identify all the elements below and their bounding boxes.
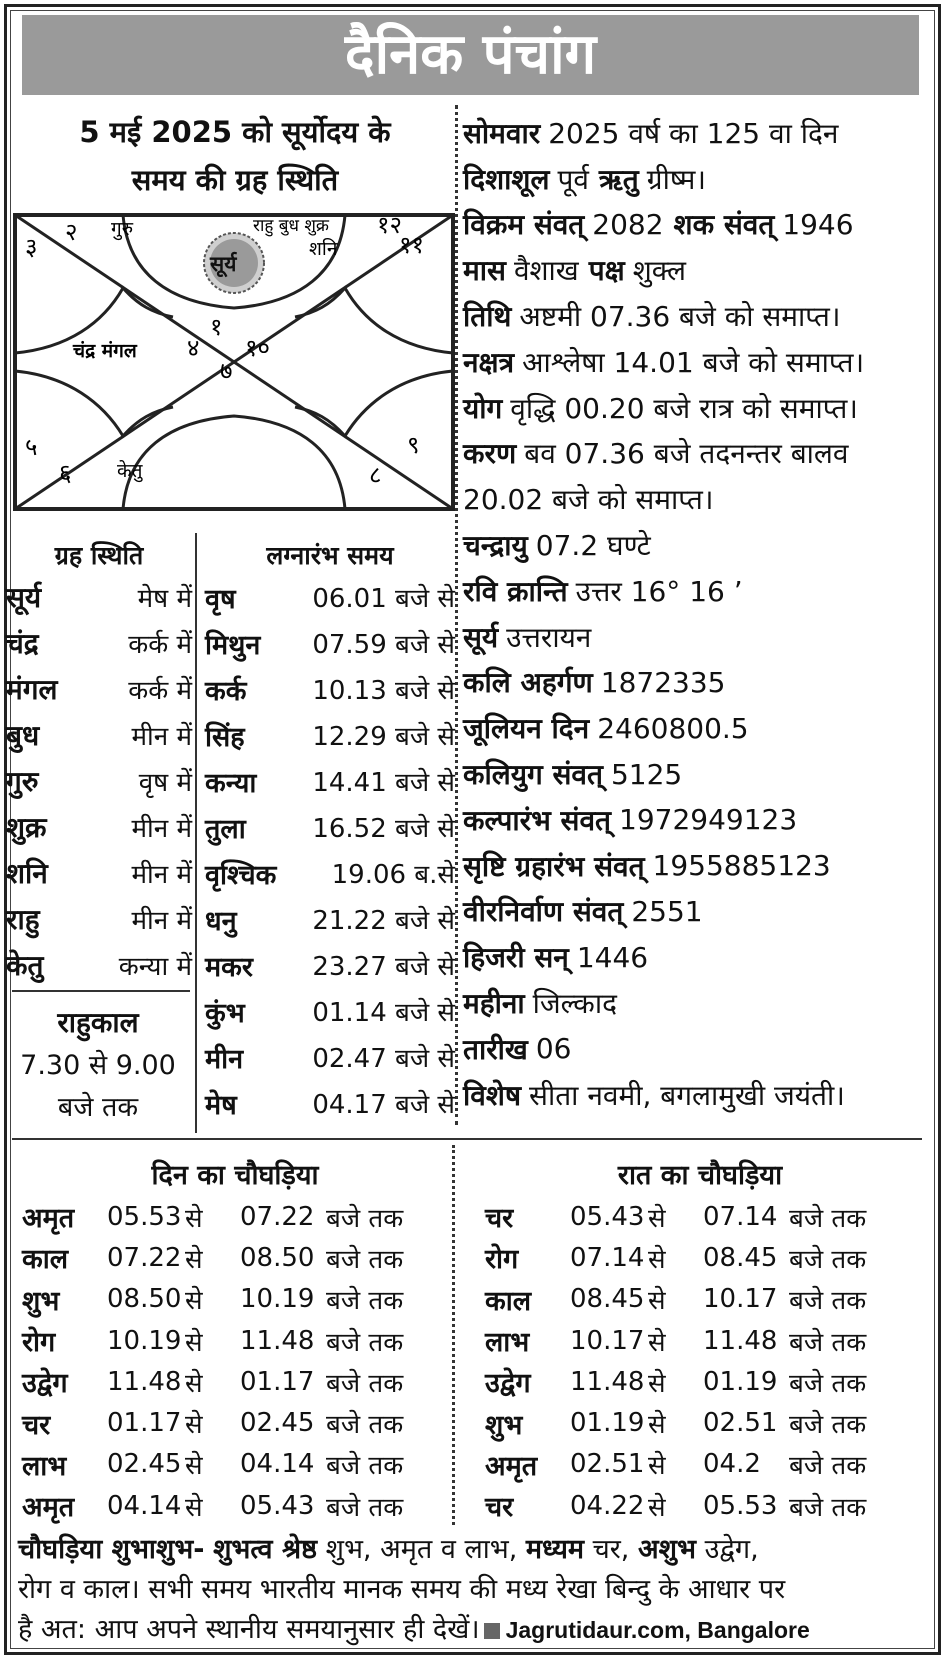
detail-value: 2460800.5 [597, 711, 749, 745]
lagna-time: 21.22 बजे से [312, 906, 455, 936]
choghadiya-to: 10.19 [240, 1284, 315, 1315]
lagna-row [205, 758, 455, 804]
graha-row [6, 896, 192, 942]
choghadiya-tail: बजे तक [326, 1492, 404, 1523]
detail-key: सूर्य [463, 620, 499, 654]
choghadiya-name: अमृत [22, 1203, 75, 1235]
lagna-name: कुंभ [205, 997, 245, 1029]
detail-key: योग [463, 391, 503, 425]
lagna-row [205, 1080, 455, 1126]
graha-name: शनि [6, 857, 48, 890]
detail-key: तिथि [463, 300, 512, 334]
choghadiya-se: से [648, 1244, 666, 1275]
graha-row [6, 942, 192, 988]
detail-row [463, 339, 945, 385]
choghadiya-tail: बजे तक [326, 1244, 404, 1275]
choghadiya-to: 11.48 [240, 1325, 315, 1356]
lagna-time: 14.41 बजे से [312, 768, 455, 798]
lagna-name: कर्क [205, 675, 247, 707]
lagna-row [205, 712, 455, 758]
choghadiya-to: 02.51 [703, 1408, 778, 1439]
detail-row [463, 431, 945, 477]
lagna-name: वृश्चिक [205, 859, 277, 891]
lagna-time: 04.17 बजे से [312, 1090, 455, 1120]
choghadiya-name: चर [22, 1409, 51, 1441]
detail-row [463, 385, 945, 431]
detail-key: कलियुग संवत् [463, 758, 603, 792]
detail-value: 20.02 बजे को समाप्त। [463, 483, 714, 517]
footer-text-1: शुभ, अमृत व लाभ, [325, 1534, 518, 1565]
choghadiya-se: से [185, 1410, 203, 1441]
kundli-chart [13, 213, 455, 511]
lagna-name: सिंह [205, 721, 245, 753]
house-number: ७ [220, 357, 233, 385]
detail-value: 1972949123 [619, 803, 798, 837]
chart-heading-line2: समय की ग्रह स्थिति [131, 163, 339, 197]
detail-key: चन्द्रायु [463, 529, 528, 563]
chart-curve-right-top [295, 288, 453, 353]
detail-row [463, 476, 945, 522]
graha-name: केतु [6, 949, 44, 982]
choghadiya-se: से [185, 1492, 203, 1523]
choghadiya-to: 11.48 [703, 1325, 778, 1356]
house-number: ११ [399, 231, 424, 259]
choghadiya-se: से [185, 1368, 203, 1399]
choghadiya-se: से [185, 1244, 203, 1275]
detail-key: जूलियन दिन [463, 712, 590, 746]
detail-value: आश्लेषा 14.01 बजे को समाप्त। [522, 345, 865, 379]
detail-row [463, 568, 945, 614]
choghadiya-to: 05.53 [703, 1490, 778, 1521]
detail-key-2: शक संवत् [673, 208, 775, 242]
rahukaal-time: 7.30 से 9.00 [20, 1050, 176, 1081]
choghadiya-to: 01.19 [703, 1366, 778, 1397]
choghadiya-name: उद्वेग [22, 1368, 68, 1400]
choghadiya-se: से [648, 1286, 666, 1317]
choghadiya-se: से [648, 1492, 666, 1523]
lagna-row [205, 574, 455, 620]
choghadiya-tail: बजे तक [789, 1492, 867, 1523]
detail-value: जिल्काद [532, 987, 617, 1021]
detail-row [463, 980, 945, 1026]
detail-key: सृष्टि ग्रहारंभ संवत् [463, 849, 645, 883]
choghadiya-name: रोग [22, 1327, 56, 1359]
lagna-row [205, 804, 455, 850]
lagnarambh-table [205, 538, 455, 1126]
graha-name: गुरु [6, 765, 39, 798]
lagna-name: मीन [205, 1043, 244, 1075]
choghadiya-to: 04.14 [240, 1449, 315, 1480]
night-choghadiya-row [485, 1279, 925, 1320]
lagna-time: 10.13 बजे से [312, 676, 455, 706]
detail-value-2: शुक्ल [632, 254, 686, 288]
choghadiya-from: 05.43 [570, 1201, 645, 1232]
choghadiya-from: 02.45 [107, 1449, 182, 1480]
chart-heading-line1: 5 मई 2025 को सूर्योदय के [79, 115, 391, 149]
choghadiya-from: 10.19 [107, 1325, 182, 1356]
rahukaal-box [8, 1003, 188, 1129]
choghadiya-se: से [648, 1368, 666, 1399]
lagna-time: 07.59 बजे से [312, 630, 455, 660]
rahukaal-suffix: बजे तक [57, 1092, 139, 1123]
graha-row [6, 850, 192, 896]
lagna-row [205, 988, 455, 1034]
detail-key: सोमवार [463, 116, 541, 150]
graha-row [6, 574, 192, 620]
house-number: ९ [407, 431, 420, 459]
detail-key-2: ऋतु [598, 162, 639, 196]
night-choghadiya-row [485, 1196, 925, 1237]
house-number: ४ [187, 334, 200, 362]
choghadiya-se: से [185, 1286, 203, 1317]
night-choghadiya-table [485, 1196, 925, 1526]
day-choghadiya-table [22, 1196, 462, 1526]
detail-row [463, 751, 945, 797]
choghadiya-tail: बजे तक [326, 1286, 404, 1317]
choghadiya-se: से [185, 1203, 203, 1234]
detail-value: पूर्व [557, 162, 589, 196]
chart-curve-bottom [123, 416, 345, 509]
chart-label-ketu: केतु [117, 460, 143, 482]
chart-curve-left-bottom [15, 371, 173, 436]
lagna-row [205, 666, 455, 712]
choghadiya-tail: बजे तक [789, 1286, 867, 1317]
choghadiya-to: 04.2 [703, 1449, 761, 1480]
day-choghadiya-row [22, 1196, 462, 1237]
footer-bold-3: मध्यम [525, 1534, 585, 1565]
detail-key: नक्षत्र [463, 345, 515, 379]
detail-key: विक्रम संवत् [463, 208, 585, 242]
detail-key: करण [463, 437, 517, 471]
choghadiya-se: से [648, 1451, 666, 1482]
lagna-name: कन्या [205, 767, 257, 799]
lagna-time: 01.14 बजे से [312, 998, 455, 1028]
lagna-name: धनु [205, 905, 237, 937]
graha-name: चंद्र [6, 627, 39, 660]
chart-label-surya: सूर्य [210, 252, 237, 276]
detail-row [463, 934, 945, 980]
choghadiya-to: 05.43 [240, 1490, 315, 1521]
choghadiya-name: अमृत [22, 1492, 75, 1524]
choghadiya-tail: बजे तक [326, 1203, 404, 1234]
detail-value: 2025 वर्ष का 125 वा दिन [548, 116, 839, 150]
detail-key: महीना [463, 987, 525, 1021]
day-choghadiya-row [22, 1485, 462, 1526]
detail-value: 1872335 [600, 665, 726, 699]
house-number: २ [65, 218, 78, 246]
detail-value: 1446 [576, 940, 649, 974]
house-number: ६ [59, 459, 72, 487]
graha-sign: कर्क में [128, 676, 192, 706]
choghadiya-se: से [185, 1451, 203, 1482]
choghadiya-from: 07.14 [570, 1242, 645, 1273]
graha-name: बुध [6, 719, 40, 752]
detail-key: हिजरी सन् [463, 941, 569, 975]
house-number: १ [210, 313, 223, 341]
detail-key: कलि अहर्गण [463, 666, 593, 700]
day-choghadiya-heading: दिन का चौघड़िया [151, 1160, 319, 1191]
chart-label-rahu-budh-shukra: राहु बुध शुक्र [253, 216, 329, 236]
lagna-name: वृष [205, 583, 236, 615]
night-choghadiya-row [485, 1444, 925, 1485]
graha-sign: मीन में [131, 860, 192, 890]
detail-row [463, 1072, 945, 1118]
choghadiya-tail: बजे तक [326, 1327, 404, 1358]
house-number: १२ [377, 213, 402, 239]
detail-row [463, 156, 945, 202]
graha-row [6, 804, 192, 850]
choghadiya-name: शुभ [485, 1409, 523, 1441]
choghadiya-from: 11.48 [570, 1366, 645, 1397]
footer-bold-1: चौघड़िया शुभाशुभ- [18, 1534, 205, 1565]
graha-sign: मीन में [131, 814, 192, 844]
lagna-name: मेष [205, 1089, 237, 1121]
choghadiya-from: 05.53 [107, 1201, 182, 1232]
choghadiya-name: काल [22, 1244, 69, 1276]
choghadiya-from: 01.19 [570, 1408, 645, 1439]
detail-value: उत्तरायन [506, 620, 592, 654]
choghadiya-from: 08.50 [107, 1284, 182, 1315]
footer-bold-4: अशुभ [637, 1534, 696, 1565]
footer-text-5: है अत: आप अपने स्थानीय समयानुसार ही देखें। [18, 1614, 480, 1645]
footer-text-3: उद्वेग, [704, 1534, 759, 1565]
lagna-time: 06.01 बजे से [312, 584, 455, 614]
lagnarambh-heading: लग्नारंभ समय [266, 541, 394, 570]
detail-row [463, 797, 945, 843]
chart-label-chandra-mangal: चंद्र मंगल [73, 340, 137, 362]
choghadiya-to: 01.17 [240, 1366, 315, 1397]
detail-row [463, 293, 945, 339]
choghadiya-from: 08.45 [570, 1284, 645, 1315]
choghadiya-tail: बजे तक [326, 1451, 404, 1482]
graha-sthiti-heading: ग्रह स्थिति [54, 541, 144, 570]
night-choghadiya-row [485, 1485, 925, 1526]
lagna-time: 02.47 बजे से [312, 1044, 455, 1074]
detail-value: वैशाख [513, 254, 579, 288]
rahukaal-title: राहुकाल [57, 1006, 139, 1039]
choghadiya-to: 08.45 [703, 1242, 778, 1273]
night-choghadiya-heading: रात का चौघड़िया [617, 1160, 783, 1191]
day-choghadiya-row [22, 1361, 462, 1402]
night-choghadiya-row [485, 1361, 925, 1402]
graha-sign: कन्या में [118, 952, 192, 982]
graha-sign: मीन में [131, 722, 192, 752]
detail-key: रवि क्रान्ति [463, 574, 568, 608]
footer-bold-2: शुभत्व श्रेष्ठ [213, 1534, 317, 1565]
choghadiya-from: 01.17 [107, 1408, 182, 1439]
lagna-time: 16.52 बजे से [312, 814, 455, 844]
detail-row [463, 614, 945, 660]
choghadiya-from: 07.22 [107, 1242, 182, 1273]
detail-key-2: पक्ष [588, 254, 625, 288]
footer-credit: Jagrutidaur.com, Bangalore [505, 1617, 810, 1643]
graha-name: शुक्र [6, 811, 47, 844]
divider-left [195, 533, 197, 1133]
choghadiya-tail: बजे तक [326, 1368, 404, 1399]
lagna-name: तुला [205, 813, 246, 845]
chart-label-shani: शनि [309, 238, 338, 260]
graha-row [6, 666, 192, 712]
divider-choghadiya [12, 1138, 922, 1140]
divider-dotted-main [455, 105, 458, 1125]
choghadiya-name: चर [485, 1203, 514, 1235]
graha-row [6, 620, 192, 666]
graha-sign: वृष में [138, 768, 192, 798]
choghadiya-from: 11.48 [107, 1366, 182, 1397]
choghadiya-name: काल [485, 1285, 532, 1317]
graha-sthiti-table [6, 538, 192, 988]
day-choghadiya-row [22, 1320, 462, 1361]
detail-value: 2551 [631, 894, 703, 928]
choghadiya-from: 10.17 [570, 1325, 645, 1356]
graha-name: राहु [6, 903, 40, 936]
choghadiya-to: 02.45 [240, 1408, 315, 1439]
choghadiya-name: लाभ [22, 1450, 67, 1482]
house-number: ८ [369, 461, 382, 489]
detail-key: मास [463, 254, 506, 288]
choghadiya-tail: बजे तक [789, 1244, 867, 1275]
day-choghadiya-row [22, 1402, 462, 1443]
detail-value: 06 [535, 1032, 572, 1066]
footer-text-2: चर, [592, 1534, 630, 1565]
choghadiya-from: 04.22 [570, 1490, 645, 1521]
choghadiya-name: उद्वेग [485, 1368, 531, 1400]
choghadiya-tail: बजे तक [789, 1368, 867, 1399]
graha-row [6, 758, 192, 804]
choghadiya-tail: बजे तक [789, 1327, 867, 1358]
detail-value: 07.2 घण्टे [535, 529, 651, 563]
detail-value: 2082 [592, 207, 664, 241]
lagna-name: मिथुन [205, 629, 261, 661]
choghadiya-tail: बजे तक [326, 1410, 404, 1441]
choghadiya-name: शुभ [22, 1285, 60, 1317]
detail-row [463, 110, 945, 156]
lagna-row [205, 896, 455, 942]
detail-row [463, 1026, 945, 1072]
choghadiya-to: 08.50 [240, 1242, 315, 1273]
choghadiya-name: अमृत [485, 1450, 538, 1482]
graha-row [6, 712, 192, 758]
detail-value: 5125 [610, 757, 683, 791]
detail-row [463, 247, 945, 293]
detail-value: उत्तर 16° 16 ’ [575, 574, 743, 608]
graha-sign: कर्क में [128, 630, 192, 660]
detail-value: सीता नवमी, बगलामुखी जयंती। [529, 1078, 845, 1112]
choghadiya-se: से [648, 1327, 666, 1358]
detail-value: बव 07.36 बजे तदनन्तर बालव [524, 437, 849, 471]
choghadiya-from: 02.51 [570, 1449, 645, 1480]
choghadiya-to: 07.14 [703, 1201, 778, 1232]
lagna-time: 23.27 बजे से [312, 952, 455, 982]
page-title: दैनिक पंचांग [22, 15, 919, 95]
detail-key: विशेष [463, 1078, 522, 1112]
lagna-row [205, 1034, 455, 1080]
chart-curve-right-bottom [295, 371, 453, 436]
choghadiya-tail: बजे तक [789, 1203, 867, 1234]
detail-value: 1955885123 [652, 849, 831, 883]
graha-sign: मेष में [137, 584, 192, 614]
chart-label-guru: गुरु [111, 218, 134, 240]
choghadiya-name: रोग [485, 1244, 519, 1276]
graha-sign: मीन में [131, 906, 192, 936]
house-number: ३ [25, 233, 38, 261]
choghadiya-name: चर [485, 1492, 514, 1524]
night-choghadiya-row [485, 1402, 925, 1443]
detail-value-2: ग्रीष्म। [646, 162, 707, 196]
lagna-row [205, 620, 455, 666]
day-choghadiya-row [22, 1237, 462, 1278]
lagna-row [205, 850, 455, 896]
graha-name: मंगल [6, 673, 58, 706]
day-choghadiya-row [22, 1279, 462, 1320]
house-number: ५ [25, 433, 38, 461]
choghadiya-to: 10.17 [703, 1284, 778, 1315]
detail-value-2: 1946 [782, 207, 854, 241]
detail-value: अष्टमी 07.36 बजे को समाप्त। [519, 300, 841, 334]
choghadiya-se: से [648, 1203, 666, 1234]
detail-key: दिशाशूल [463, 162, 550, 196]
lagna-row [205, 942, 455, 988]
house-number: १० [245, 334, 270, 362]
day-choghadiya-row [22, 1444, 462, 1485]
choghadiya-name: लाभ [485, 1327, 530, 1359]
panchang-details [463, 110, 945, 1118]
choghadiya-se: से [648, 1410, 666, 1441]
detail-row [463, 889, 945, 935]
detail-key: कल्पारंभ संवत् [463, 803, 612, 837]
detail-key: वीरनिर्वाण संवत् [463, 895, 624, 929]
lagna-time: 12.29 बजे से [312, 722, 455, 752]
detail-row [463, 522, 945, 568]
choghadiya-se: से [185, 1327, 203, 1358]
square-bullet-icon [484, 1623, 500, 1639]
choghadiya-tail: बजे तक [789, 1451, 867, 1482]
divider-rahukaal [12, 990, 190, 992]
detail-row [463, 660, 945, 706]
lagna-name: मकर [205, 951, 253, 983]
detail-key: तारीख [463, 1032, 528, 1066]
choghadiya-tail: बजे तक [789, 1410, 867, 1441]
footer-note [18, 1530, 933, 1650]
detail-row [463, 705, 945, 751]
detail-value: वृद्धि 00.20 बजे रात्र को समाप्त। [510, 391, 858, 425]
footer-text-4: रोग व काल। सभी समय भारतीय मानक समय की मध्य रेखा बिन्दु के आधार पर [18, 1574, 786, 1605]
night-choghadiya-row [485, 1237, 925, 1278]
choghadiya-to: 07.22 [240, 1201, 315, 1232]
graha-name: सूर्य [6, 581, 42, 614]
detail-row [463, 843, 945, 889]
detail-row [463, 202, 945, 248]
choghadiya-from: 04.14 [107, 1490, 182, 1521]
lagna-time: 19.06 ब.से [331, 860, 455, 890]
night-choghadiya-row [485, 1320, 925, 1361]
